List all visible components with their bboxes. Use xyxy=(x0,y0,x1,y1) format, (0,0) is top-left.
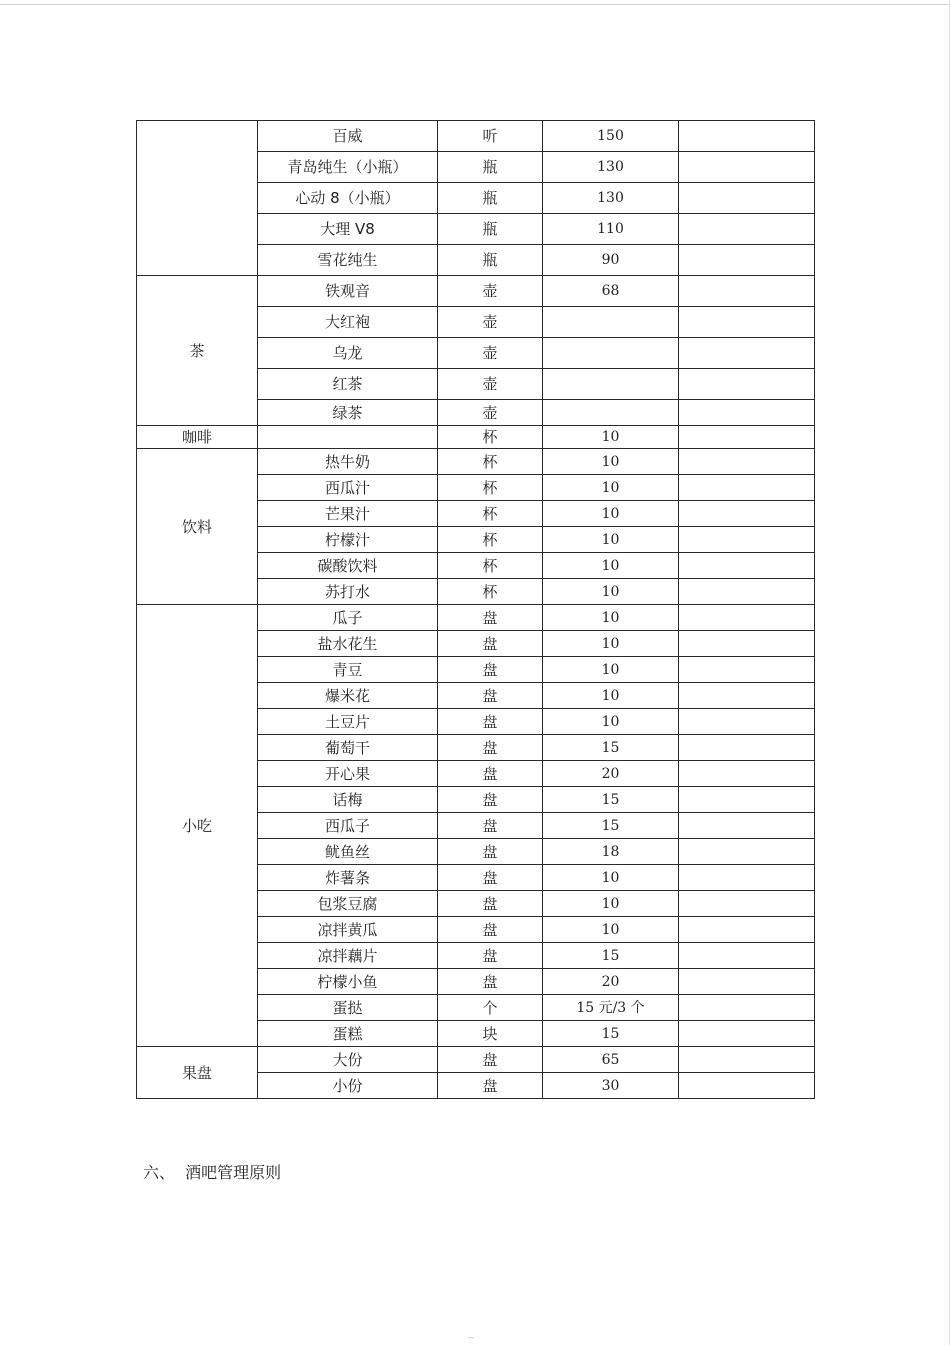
section-heading: 六、 酒吧管理原则 xyxy=(143,1163,282,1182)
item-cell: 西瓜子 xyxy=(258,813,438,839)
item-cell: 柠檬汁 xyxy=(258,527,438,553)
price-cell: 15 xyxy=(543,787,679,813)
unit-cell: 盘 xyxy=(438,1073,543,1099)
remark-cell xyxy=(679,683,815,709)
price-cell: 10 xyxy=(543,891,679,917)
unit-cell: 盘 xyxy=(438,631,543,657)
remark-cell xyxy=(679,1047,815,1073)
item-cell: 乌龙 xyxy=(258,338,438,369)
remark-cell xyxy=(679,369,815,400)
price-cell: 130 xyxy=(543,152,679,183)
price-cell: 20 xyxy=(543,969,679,995)
unit-cell: 瓶 xyxy=(438,183,543,214)
unit-cell: 壶 xyxy=(438,369,543,400)
item-cell: 凉拌藕片 xyxy=(258,943,438,969)
item-cell: 雪花纯生 xyxy=(258,245,438,276)
remark-cell xyxy=(679,426,815,449)
item-cell: 瓜子 xyxy=(258,605,438,631)
price-cell: 10 xyxy=(543,553,679,579)
price-cell xyxy=(543,338,679,369)
item-cell: 青豆 xyxy=(258,657,438,683)
unit-cell: 盘 xyxy=(438,605,543,631)
remark-cell xyxy=(679,813,815,839)
category-cell: 咖啡 xyxy=(137,426,258,449)
remark-cell xyxy=(679,1073,815,1099)
table-row xyxy=(137,121,815,152)
table-row xyxy=(137,605,815,631)
price-cell xyxy=(543,369,679,400)
price-cell: 10 xyxy=(543,865,679,891)
item-cell: 心动 8（小瓶） xyxy=(258,183,438,214)
remark-cell xyxy=(679,605,815,631)
remark-cell xyxy=(679,839,815,865)
unit-cell: 盘 xyxy=(438,709,543,735)
remark-cell xyxy=(679,943,815,969)
table-row xyxy=(137,276,815,307)
remark-cell xyxy=(679,969,815,995)
remark-cell xyxy=(679,891,815,917)
price-cell: 110 xyxy=(543,214,679,245)
price-cell: 10 xyxy=(543,449,679,475)
item-cell xyxy=(258,426,438,449)
item-cell: 铁观音 xyxy=(258,276,438,307)
price-cell: 10 xyxy=(543,501,679,527)
remark-cell xyxy=(679,761,815,787)
unit-cell: 瓶 xyxy=(438,214,543,245)
price-cell: 68 xyxy=(543,276,679,307)
remark-cell xyxy=(679,579,815,605)
item-cell: 开心果 xyxy=(258,761,438,787)
price-cell: 10 xyxy=(543,527,679,553)
remark-cell xyxy=(679,276,815,307)
unit-cell: 盘 xyxy=(438,1047,543,1073)
unit-cell: 盘 xyxy=(438,891,543,917)
item-cell: 柠檬小鱼 xyxy=(258,969,438,995)
category-cell xyxy=(137,121,258,276)
item-cell: 炸薯条 xyxy=(258,865,438,891)
price-cell: 10 xyxy=(543,683,679,709)
price-cell: 10 xyxy=(543,475,679,501)
item-cell: 红茶 xyxy=(258,369,438,400)
unit-cell: 壶 xyxy=(438,400,543,426)
unit-cell: 盘 xyxy=(438,761,543,787)
price-cell xyxy=(543,400,679,426)
item-cell: 蛋挞 xyxy=(258,995,438,1021)
price-cell: 10 xyxy=(543,917,679,943)
price-cell: 30 xyxy=(543,1073,679,1099)
unit-cell: 杯 xyxy=(438,579,543,605)
category-cell: 茶 xyxy=(137,276,258,426)
remark-cell xyxy=(679,501,815,527)
remark-cell xyxy=(679,787,815,813)
unit-cell: 盘 xyxy=(438,943,543,969)
unit-cell: 杯 xyxy=(438,475,543,501)
price-cell: 15 xyxy=(543,943,679,969)
price-cell: 20 xyxy=(543,761,679,787)
price-cell: 15 元/3 个 xyxy=(543,995,679,1021)
category-cell: 果盘 xyxy=(137,1047,258,1099)
item-cell: 话梅 xyxy=(258,787,438,813)
price-cell: 10 xyxy=(543,631,679,657)
price-cell: 10 xyxy=(543,605,679,631)
price-cell: 15 xyxy=(543,1021,679,1047)
table-row xyxy=(137,1047,815,1073)
price-cell: 10 xyxy=(543,426,679,449)
price-cell xyxy=(543,307,679,338)
unit-cell: 杯 xyxy=(438,449,543,475)
remark-cell xyxy=(679,307,815,338)
item-cell: 葡萄干 xyxy=(258,735,438,761)
unit-cell: 盘 xyxy=(438,683,543,709)
remark-cell xyxy=(679,917,815,943)
remark-cell xyxy=(679,553,815,579)
unit-cell: 盘 xyxy=(438,657,543,683)
item-cell: 青岛纯生（小瓶） xyxy=(258,152,438,183)
item-cell: 西瓜汁 xyxy=(258,475,438,501)
unit-cell: 盘 xyxy=(438,735,543,761)
item-cell: 碳酸饮料 xyxy=(258,553,438,579)
price-cell: 65 xyxy=(543,1047,679,1073)
unit-cell: 个 xyxy=(438,995,543,1021)
unit-cell: 杯 xyxy=(438,426,543,449)
remark-cell xyxy=(679,183,815,214)
unit-cell: 块 xyxy=(438,1021,543,1047)
remark-cell xyxy=(679,338,815,369)
unit-cell: 杯 xyxy=(438,501,543,527)
unit-cell: 瓶 xyxy=(438,152,543,183)
unit-cell: 杯 xyxy=(438,527,543,553)
remark-cell xyxy=(679,449,815,475)
item-cell: 热牛奶 xyxy=(258,449,438,475)
page-footer-mark: -- xyxy=(468,1333,474,1342)
remark-cell xyxy=(679,245,815,276)
price-cell: 15 xyxy=(543,735,679,761)
item-cell: 绿茶 xyxy=(258,400,438,426)
price-table xyxy=(136,120,815,1099)
remark-cell xyxy=(679,1021,815,1047)
item-cell: 鱿鱼丝 xyxy=(258,839,438,865)
item-cell: 百威 xyxy=(258,121,438,152)
item-cell: 大理 V8 xyxy=(258,214,438,245)
unit-cell: 盘 xyxy=(438,969,543,995)
unit-cell: 盘 xyxy=(438,787,543,813)
item-cell: 盐水花生 xyxy=(258,631,438,657)
item-cell: 小份 xyxy=(258,1073,438,1099)
unit-cell: 盘 xyxy=(438,839,543,865)
page-top-border xyxy=(0,0,950,5)
item-cell: 凉拌黄瓜 xyxy=(258,917,438,943)
remark-cell xyxy=(679,735,815,761)
price-cell: 90 xyxy=(543,245,679,276)
remark-cell xyxy=(679,657,815,683)
remark-cell xyxy=(679,995,815,1021)
category-cell: 饮料 xyxy=(137,449,258,605)
unit-cell: 瓶 xyxy=(438,245,543,276)
remark-cell xyxy=(679,121,815,152)
price-cell: 130 xyxy=(543,183,679,214)
remark-cell xyxy=(679,152,815,183)
price-cell: 10 xyxy=(543,657,679,683)
unit-cell: 壶 xyxy=(438,307,543,338)
item-cell: 苏打水 xyxy=(258,579,438,605)
unit-cell: 听 xyxy=(438,121,543,152)
price-cell: 10 xyxy=(543,709,679,735)
remark-cell xyxy=(679,865,815,891)
item-cell: 大红袍 xyxy=(258,307,438,338)
remark-cell xyxy=(679,527,815,553)
item-cell: 土豆片 xyxy=(258,709,438,735)
remark-cell xyxy=(679,400,815,426)
price-cell: 18 xyxy=(543,839,679,865)
item-cell: 大份 xyxy=(258,1047,438,1073)
price-cell: 10 xyxy=(543,579,679,605)
category-cell: 小吃 xyxy=(137,605,258,1047)
unit-cell: 杯 xyxy=(438,553,543,579)
table-row xyxy=(137,449,815,475)
remark-cell xyxy=(679,631,815,657)
unit-cell: 盘 xyxy=(438,865,543,891)
item-cell: 爆米花 xyxy=(258,683,438,709)
remark-cell xyxy=(679,475,815,501)
table-row xyxy=(137,426,815,449)
item-cell: 蛋糕 xyxy=(258,1021,438,1047)
unit-cell: 壶 xyxy=(438,276,543,307)
unit-cell: 壶 xyxy=(438,338,543,369)
price-cell: 15 xyxy=(543,813,679,839)
unit-cell: 盘 xyxy=(438,917,543,943)
item-cell: 芒果汁 xyxy=(258,501,438,527)
unit-cell: 盘 xyxy=(438,813,543,839)
price-cell: 150 xyxy=(543,121,679,152)
remark-cell xyxy=(679,709,815,735)
item-cell: 包浆豆腐 xyxy=(258,891,438,917)
remark-cell xyxy=(679,214,815,245)
